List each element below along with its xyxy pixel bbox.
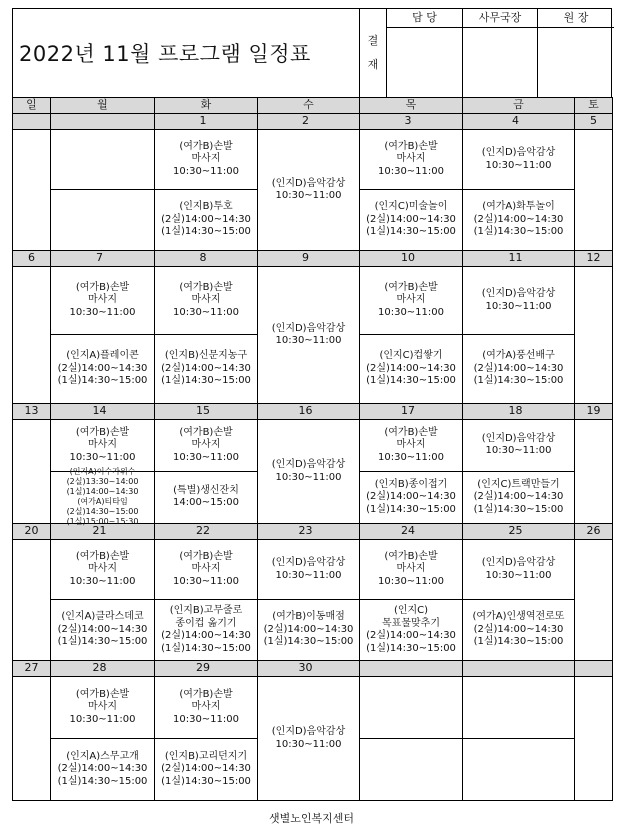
morning-program bbox=[463, 130, 574, 190]
program-line: 종이컵 옮기기 bbox=[175, 617, 237, 629]
morning-program bbox=[360, 677, 462, 739]
date-number: 19 bbox=[575, 404, 613, 420]
date-number: 22 bbox=[155, 524, 258, 540]
day-cell bbox=[51, 267, 155, 404]
afternoon-program bbox=[360, 190, 462, 250]
program-line: (2실)14:30~15:00 bbox=[66, 507, 139, 517]
program-line: 14:00~15:00 bbox=[172, 497, 239, 509]
program-line: (여가B)손발 bbox=[179, 688, 233, 700]
date-number: 24 bbox=[360, 524, 463, 540]
date-number bbox=[360, 661, 463, 677]
program-line: 10:30~11:00 bbox=[69, 713, 136, 725]
program-line: 10:30~11:00 bbox=[377, 165, 444, 177]
date-number: 11 bbox=[463, 251, 575, 267]
day-cell bbox=[575, 267, 613, 404]
program-line: (2실)13:30~14:00 bbox=[66, 477, 139, 487]
morning-program bbox=[155, 677, 257, 739]
program-line: (2실)14:00~14:30 bbox=[161, 630, 251, 641]
week-row bbox=[13, 267, 613, 404]
program-line: (1실)14:30~15:00 bbox=[57, 636, 148, 648]
week-row bbox=[13, 130, 613, 251]
date-number: 28 bbox=[51, 661, 155, 677]
day-cell bbox=[258, 130, 360, 251]
day-cell bbox=[258, 677, 360, 801]
day-cell bbox=[360, 267, 463, 404]
morning-program bbox=[155, 130, 257, 190]
program-line: (여가B)손발 bbox=[179, 550, 233, 562]
morning-program bbox=[51, 540, 154, 600]
program-line: 마사지 bbox=[191, 153, 221, 165]
day-cell bbox=[575, 677, 613, 801]
day-cell bbox=[463, 540, 575, 661]
date-number: 4 bbox=[463, 114, 575, 130]
footer-org-name: 샛별노인복지센터 bbox=[268, 812, 354, 825]
program-line: (인지A)스무고개 bbox=[66, 750, 139, 762]
program-line: 10:30~11:00 bbox=[172, 306, 239, 318]
program-line: (여가A)화투놀이 bbox=[482, 201, 555, 213]
date-number: 20 bbox=[13, 524, 51, 540]
afternoon-program bbox=[360, 335, 462, 403]
program-line: (인지C)컵쌓기 bbox=[379, 350, 443, 362]
program-line: (인지D)음악감상 bbox=[481, 288, 556, 299]
morning-program bbox=[463, 540, 574, 600]
program-line: (1실)14:30~15:00 bbox=[473, 636, 564, 648]
program-line: 10:30~11:00 bbox=[69, 451, 136, 463]
program-line: (2실)14:00~14:30 bbox=[57, 362, 148, 374]
date-number bbox=[463, 661, 575, 677]
program-line: (2실)14:00~14:30 bbox=[57, 763, 148, 774]
date-number: 27 bbox=[13, 661, 51, 677]
program-line: (여가B)손발 bbox=[179, 281, 233, 293]
day-cell bbox=[51, 540, 155, 661]
program-line: (2실)14:00~14:30 bbox=[366, 362, 456, 374]
week-row bbox=[13, 677, 613, 801]
day-cell bbox=[155, 677, 258, 801]
program-line: (1실)14:30~15:00 bbox=[161, 775, 251, 787]
program-line: (1실)14:00~14:30 bbox=[66, 487, 139, 497]
program-line: (인지B)신문지농구 bbox=[164, 350, 248, 362]
date-row bbox=[13, 251, 613, 267]
afternoon-program bbox=[463, 335, 574, 403]
date-number bbox=[575, 661, 613, 677]
afternoon-program bbox=[463, 739, 574, 801]
date-number: 1 bbox=[155, 114, 258, 130]
program-line: 10:30~11:00 bbox=[275, 569, 342, 581]
day-cell bbox=[360, 420, 463, 524]
date-number: 25 bbox=[463, 524, 575, 540]
date-number: 10 bbox=[360, 251, 463, 267]
afternoon-program bbox=[258, 600, 359, 660]
program-line: 10:30~11:00 bbox=[275, 335, 342, 346]
day-cell bbox=[155, 267, 258, 404]
program-line: (인지A)클라스데코 bbox=[61, 611, 144, 623]
program-line: (2실)14:00~14:30 bbox=[366, 213, 456, 225]
afternoon-program bbox=[155, 600, 257, 660]
afternoon-program bbox=[51, 600, 154, 660]
date-number: 14 bbox=[51, 404, 155, 420]
program-line: (1실)14:30~15:00 bbox=[473, 226, 564, 238]
program-line: (여가B)손발 bbox=[75, 550, 130, 562]
afternoon-program bbox=[155, 190, 257, 250]
afternoon-program bbox=[51, 190, 154, 250]
day-of-week-row bbox=[13, 98, 613, 114]
morning-program bbox=[51, 677, 154, 739]
program-line: (2실)14:00~14:30 bbox=[57, 623, 148, 635]
program-line: (1실)14:30~15:00 bbox=[263, 636, 354, 648]
calendar-table bbox=[12, 97, 613, 801]
program-line: 10:30~11:00 bbox=[172, 165, 239, 177]
date-number: 3 bbox=[360, 114, 463, 130]
morning-program bbox=[155, 540, 257, 600]
afternoon-program bbox=[51, 467, 154, 527]
date-number: 7 bbox=[51, 251, 155, 267]
program-line: 마사지 bbox=[396, 439, 426, 450]
afternoon-program bbox=[155, 739, 257, 801]
dow-fri: 금 bbox=[463, 98, 575, 114]
morning-program bbox=[155, 420, 257, 472]
program-line: (1실)14:30~15:00 bbox=[57, 375, 148, 387]
date-number: 26 bbox=[575, 524, 613, 540]
dow-sat: 토 bbox=[575, 98, 613, 114]
program-line: (인지C) bbox=[393, 605, 429, 616]
program-line: 10:30~11:00 bbox=[275, 471, 342, 483]
approval-col-staff: 담 당 bbox=[387, 9, 463, 97]
afternoon-program bbox=[155, 472, 257, 524]
afternoon-program bbox=[463, 600, 574, 660]
day-cell bbox=[360, 677, 463, 801]
morning-program bbox=[463, 267, 574, 335]
program-line: (인지A)플레이콘 bbox=[66, 350, 139, 362]
date-number: 12 bbox=[575, 251, 613, 267]
date-number: 15 bbox=[155, 404, 258, 420]
program-line: (여가B)손발 bbox=[75, 688, 130, 700]
program-line: (인지D)음악감상 bbox=[481, 432, 556, 444]
day-cell bbox=[13, 677, 51, 801]
week-row bbox=[13, 540, 613, 661]
program-line: (2실)14:00~14:30 bbox=[161, 362, 251, 374]
morning-program bbox=[51, 130, 154, 190]
program-line: (2실)14:00~14:30 bbox=[161, 213, 251, 225]
program-line: 마사지 bbox=[396, 153, 426, 165]
day-cell bbox=[463, 267, 575, 404]
date-number: 18 bbox=[463, 404, 575, 420]
day-cell bbox=[463, 677, 575, 801]
program-line: 10:30~11:00 bbox=[172, 575, 239, 587]
program-line: (1실)14:30~15:00 bbox=[161, 226, 251, 238]
date-number: 23 bbox=[258, 524, 360, 540]
program-line: 마사지 bbox=[191, 563, 221, 575]
program-line: (인지B)고무줄로 bbox=[169, 605, 243, 616]
program-line: (인지C)트랙만들기 bbox=[477, 478, 560, 490]
morning-program bbox=[360, 540, 462, 600]
afternoon-program bbox=[360, 600, 462, 660]
program-line: (여가B)손발 bbox=[75, 426, 130, 438]
date-number: 30 bbox=[258, 661, 360, 677]
program-line: 10:30~11:00 bbox=[69, 306, 136, 318]
day-cell bbox=[13, 130, 51, 251]
schedule-frame bbox=[12, 8, 612, 801]
approval-box bbox=[359, 9, 614, 97]
day-cell bbox=[463, 420, 575, 524]
afternoon-program bbox=[360, 472, 462, 524]
day-cell bbox=[258, 267, 360, 404]
day-cell bbox=[155, 540, 258, 661]
program-line: 10:30~11:00 bbox=[172, 451, 239, 463]
program-line: (인지B)종이접기 bbox=[374, 478, 448, 490]
program-line: 10:30~11:00 bbox=[485, 300, 552, 312]
program-line: 마사지 bbox=[191, 294, 221, 306]
program-line: (인지C)미술놀이 bbox=[374, 201, 448, 213]
program-line: (1실)14:30~15:00 bbox=[366, 226, 456, 238]
dow-sun: 일 bbox=[13, 98, 51, 114]
program-line: 목표물맞추기 bbox=[382, 617, 440, 629]
program-line: (2실)14:00~14:30 bbox=[473, 623, 564, 635]
day-cell bbox=[575, 420, 613, 524]
afternoon-program bbox=[360, 739, 462, 801]
program-line: 10:30~11:00 bbox=[377, 451, 444, 463]
program-line: 10:30~11:00 bbox=[377, 306, 444, 318]
morning-program bbox=[463, 420, 574, 472]
afternoon-program bbox=[463, 190, 574, 250]
morning-program bbox=[360, 267, 462, 335]
program-line: (여가B)손발 bbox=[179, 140, 233, 152]
program-line: (여가B)손발 bbox=[384, 140, 438, 152]
program-line: (1실)14:30~15:00 bbox=[57, 775, 148, 787]
date-number: 5 bbox=[575, 114, 613, 130]
day-cell bbox=[13, 267, 51, 404]
program-line: 10:30~11:00 bbox=[485, 159, 552, 171]
day-cell bbox=[360, 130, 463, 251]
program-line: (인지D)음악감상 bbox=[271, 557, 346, 568]
program-line: (1실)14:30~15:00 bbox=[366, 375, 456, 387]
program-line: (1실)14:30~15:00 bbox=[161, 375, 251, 387]
program-line: (인지D)음악감상 bbox=[271, 726, 346, 737]
header bbox=[12, 8, 612, 97]
program-line: (1실)14:30~15:00 bbox=[473, 375, 564, 387]
program-line: 10:30~11:00 bbox=[485, 445, 552, 457]
day-cell bbox=[13, 420, 51, 524]
program-line: (여가B)이동매점 bbox=[272, 611, 345, 623]
morning-program bbox=[258, 540, 359, 600]
program-line: (여가B)손발 bbox=[179, 426, 233, 438]
program-line: 마사지 bbox=[396, 563, 426, 575]
program-line: (1실)14:30~15:00 bbox=[473, 503, 564, 515]
date-number: 9 bbox=[258, 251, 360, 267]
morning-program bbox=[360, 130, 462, 190]
program-line: 마사지 bbox=[88, 439, 117, 450]
date-row bbox=[13, 661, 613, 677]
program-line: (1실)14:30~15:00 bbox=[161, 642, 251, 654]
afternoon-program bbox=[155, 335, 257, 403]
date-number bbox=[51, 114, 155, 130]
program-line: 마사지 bbox=[191, 701, 221, 712]
day-cell bbox=[258, 540, 360, 661]
date-number: 16 bbox=[258, 404, 360, 420]
day-cell bbox=[575, 540, 613, 661]
date-number: 29 bbox=[155, 661, 258, 677]
program-line: (인지D)음악감상 bbox=[271, 177, 346, 189]
program-line: (인지B)투호 bbox=[179, 201, 233, 213]
dow-thu: 목 bbox=[360, 98, 463, 114]
day-cell bbox=[51, 420, 155, 527]
program-line: 10:30~11:00 bbox=[275, 738, 342, 750]
date-row bbox=[13, 114, 613, 130]
program-line: (여가B)손발 bbox=[384, 281, 438, 293]
program-line: (특별)생신잔치 bbox=[173, 484, 239, 496]
program-line: (1실)14:30~15:00 bbox=[366, 642, 456, 654]
program-line: (여가A)풍선배구 bbox=[482, 350, 555, 362]
date-number: 6 bbox=[13, 251, 51, 267]
program-line: 10:30~11:00 bbox=[485, 569, 552, 581]
morning-program bbox=[155, 267, 257, 335]
dow-wed: 수 bbox=[258, 98, 360, 114]
program-line: (1실)14:30~15:00 bbox=[366, 503, 456, 515]
date-row bbox=[13, 404, 613, 420]
approval-col-secretary: 사무국장 bbox=[463, 9, 538, 97]
morning-program bbox=[51, 420, 154, 472]
program-line: 마사지 bbox=[191, 439, 221, 450]
day-cell bbox=[575, 130, 613, 251]
program-line: (2실)14:00~14:30 bbox=[366, 491, 456, 502]
program-line: 마사지 bbox=[88, 563, 117, 575]
program-line: 10:30~11:00 bbox=[275, 190, 342, 201]
date-number: 8 bbox=[155, 251, 258, 267]
program-line: 마사지 bbox=[396, 294, 426, 306]
day-cell bbox=[51, 130, 155, 251]
program-line: (인지D)음악감상 bbox=[271, 459, 346, 470]
program-line: (2실)14:00~14:30 bbox=[473, 362, 564, 374]
program-line: (여가A)인생역전로또 bbox=[472, 611, 565, 623]
program-line: 마사지 bbox=[88, 701, 117, 712]
morning-program bbox=[360, 420, 462, 472]
date-number: 13 bbox=[13, 404, 51, 420]
program-line: (인지D)음악감상 bbox=[481, 557, 556, 568]
program-line: (인지D)음악감상 bbox=[481, 147, 556, 158]
day-cell bbox=[13, 540, 51, 661]
page-title: 2022년 11월 프로그램 일정표 bbox=[19, 42, 311, 66]
approval-col-director: 원 장 bbox=[538, 9, 614, 97]
day-cell bbox=[360, 540, 463, 661]
program-line: (여가B)손발 bbox=[384, 550, 438, 562]
program-line: (2실)14:00~14:30 bbox=[473, 491, 564, 502]
program-line: (2실)14:00~14:30 bbox=[366, 630, 456, 641]
date-number: 2 bbox=[258, 114, 360, 130]
day-cell bbox=[463, 130, 575, 251]
day-cell bbox=[155, 420, 258, 524]
approval-label: 결 재 bbox=[360, 9, 387, 97]
afternoon-program bbox=[51, 739, 154, 801]
week-row bbox=[13, 420, 613, 524]
program-line: 10:30~11:00 bbox=[172, 713, 239, 725]
morning-program bbox=[51, 267, 154, 335]
date-number: 17 bbox=[360, 404, 463, 420]
program-line: (인지A)이수가위수 bbox=[69, 467, 136, 477]
program-line: (2실)14:00~14:30 bbox=[161, 763, 251, 774]
day-cell bbox=[258, 420, 360, 524]
program-line: (인지B)고리던지기 bbox=[164, 750, 248, 762]
program-line: (2실)14:00~14:30 bbox=[473, 213, 564, 225]
program-line: (여가B)손발 bbox=[384, 426, 438, 438]
dow-tue: 화 bbox=[155, 98, 258, 114]
program-line: 10:30~11:00 bbox=[377, 575, 444, 587]
day-cell bbox=[155, 130, 258, 251]
program-line: 10:30~11:00 bbox=[69, 575, 136, 587]
date-number bbox=[13, 114, 51, 130]
program-line: (여가B)손발 bbox=[75, 281, 130, 293]
morning-program bbox=[463, 677, 574, 739]
day-cell bbox=[51, 677, 155, 801]
afternoon-program bbox=[51, 335, 154, 403]
program-line: (1실)15:00~15:30 bbox=[66, 517, 139, 527]
program-line: (인지D)음악감상 bbox=[271, 322, 346, 334]
date-number: 21 bbox=[51, 524, 155, 540]
program-line: (여가A)티타임 bbox=[77, 497, 128, 507]
afternoon-program bbox=[463, 472, 574, 524]
program-line: (2실)14:00~14:30 bbox=[263, 623, 354, 635]
dow-mon: 월 bbox=[51, 98, 155, 114]
program-line: 마사지 bbox=[88, 294, 117, 306]
